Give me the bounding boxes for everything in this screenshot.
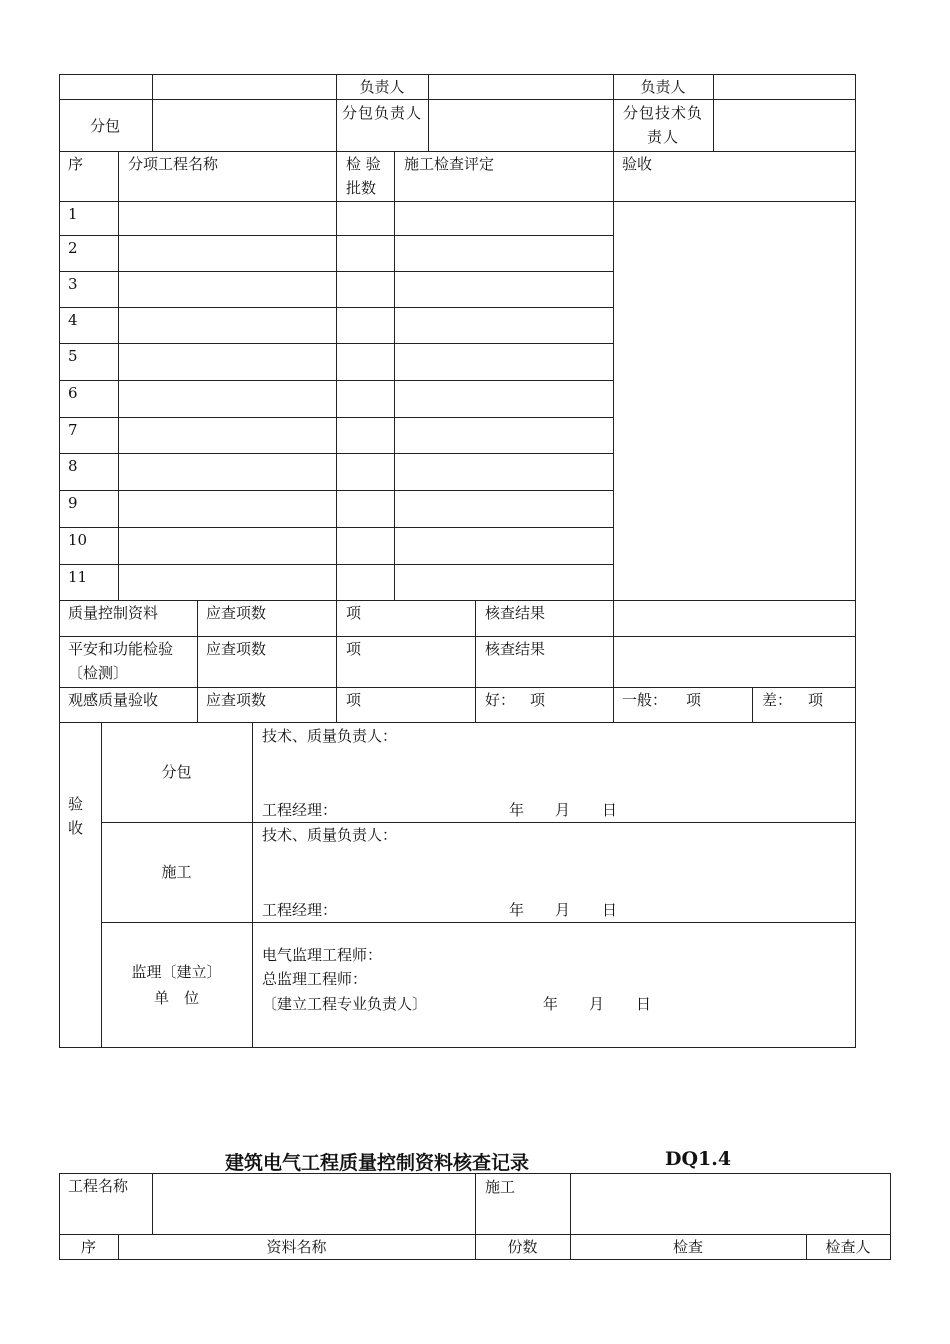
rule [752,687,753,722]
check-header: 检查 [672,1238,703,1256]
copies-header: 份数 [507,1238,538,1256]
responsible-label: 负责人 [640,78,686,96]
seq-header: 序 [68,155,84,173]
subcontract-label: 分包 [90,117,121,135]
sub-responsible-label: 分包负责人 [341,104,422,122]
elec-engineer-label: 电气监理工程师： [262,946,383,964]
date-month: 月 [589,995,605,1013]
pm-label: 工程经理： [262,801,338,819]
check-result-label: 核查结果 [485,604,546,622]
row-number: 10 [68,531,88,549]
supervision-unit-label: 监理〔建立〕 [131,963,222,981]
batches-header: 检 验批数 [346,155,381,197]
row-number: 5 [68,347,78,365]
rule [152,74,153,151]
should-check-label: 应查项数 [206,640,267,658]
seq-header: 序 [80,1238,96,1256]
poor-label: 差： [762,691,793,709]
row-number: 2 [68,239,78,257]
should-check-label: 应查项数 [206,604,267,622]
acceptance-label: 收 [68,819,84,837]
rule [101,822,856,823]
rule [101,922,856,923]
rule [59,1259,891,1260]
rule [152,1173,153,1234]
rule [428,74,429,151]
row-number: 11 [68,568,88,586]
doc-code: DQ1.4 [665,1148,732,1170]
chief-engineer-label: 总监理工程师： [262,970,368,988]
eval-header: 施工检查评定 [404,155,495,173]
tech-resp-label: 技术、质量负责人： [262,826,398,844]
item-name-header: 分项工程名称 [128,155,219,173]
rule [59,722,856,723]
pm-label: 工程经理： [262,901,338,919]
rule [336,151,337,600]
date-month: 月 [555,801,571,819]
rule [59,74,60,1047]
should-check-label: 应查项数 [206,691,267,709]
item-unit: 项 [346,691,362,709]
date-year: 年 [543,995,559,1013]
row-number: 4 [68,311,78,329]
rule [59,74,856,75]
rule [59,99,856,100]
supervision-unit-label: 单 位 [153,989,199,1007]
date-day: 日 [602,801,618,819]
accept-header: 验收 [622,155,653,173]
doc-title: 建筑电气工程质量控制资料核查记录 [225,1152,530,1174]
construction-label: 施工 [485,1178,516,1196]
check-result-label: 核查结果 [485,640,546,658]
rule [475,600,476,722]
rule [613,600,614,722]
sub-tech-responsible-label: 分包技术负责人 [622,104,703,146]
construction-unit-label: 施工 [161,863,192,881]
rule [59,687,856,688]
rule [855,74,856,1047]
tech-resp-label: 技术、质量负责人： [262,727,398,745]
date-year: 年 [509,901,525,919]
date-year: 年 [509,801,525,819]
date-month: 月 [555,901,571,919]
item-unit: 项 [808,691,824,709]
row-number: 8 [68,457,78,475]
rule [197,600,198,722]
good-label: 好： [485,691,516,709]
checker-header: 检查人 [825,1238,871,1256]
acceptance-label: 验 [68,795,84,813]
date-day: 日 [602,901,618,919]
build-resp-label: 〔建立工程专业负责人〕 [262,995,428,1013]
rule [118,151,119,600]
safety-check-label: 平安和功能检验〔检测〕 [68,640,174,682]
row-number: 3 [68,275,78,293]
row-number: 9 [68,494,78,512]
general-label: 一般： [622,691,668,709]
project-name-label: 工程名称 [68,1177,129,1195]
appearance-label: 观感质量验收 [68,691,159,709]
item-unit: 项 [530,691,546,709]
rule [713,74,714,151]
rule [59,1047,856,1048]
subcontract-unit-label: 分包 [161,763,192,781]
rule [613,151,614,600]
rule [252,722,253,1047]
item-unit: 项 [686,691,702,709]
quality-docs-label: 质量控制资料 [68,604,159,622]
rule [890,1173,891,1259]
responsible-label: 负责人 [359,78,405,96]
rule [394,151,395,600]
item-unit: 项 [346,640,362,658]
rule [336,600,337,722]
row-number: 7 [68,421,78,439]
doc-name-header: 资料名称 [266,1238,327,1256]
item-unit: 项 [346,604,362,622]
row-number: 6 [68,384,78,402]
rule [59,201,856,202]
date-day: 日 [636,995,652,1013]
rule [59,600,856,601]
row-number: 1 [68,205,78,223]
